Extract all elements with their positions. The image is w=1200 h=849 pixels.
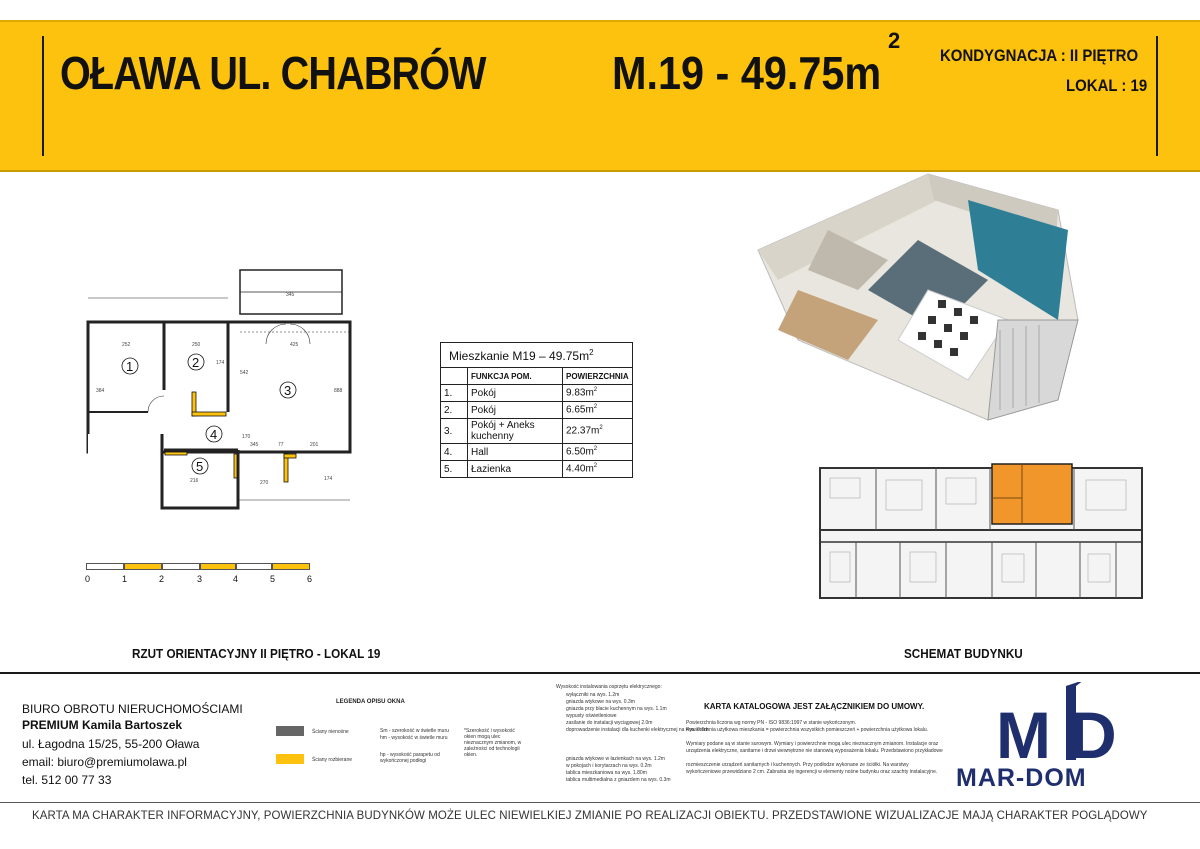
scale-tick: 4: [233, 574, 239, 584]
floor-plan: [78, 262, 368, 517]
legend-note: Sm - szerokość w świetle muru: [380, 728, 449, 734]
electric-item: w pokojach i korytarzach na wys. 0.2m: [566, 763, 652, 769]
electric-item: wyłączniki na wys. 1.2m: [566, 692, 620, 698]
scale-segment: [200, 563, 236, 570]
room-number: 1: [126, 359, 134, 374]
schema-caption: SCHEMAT BUDYNKU: [904, 646, 1023, 661]
scale-tick: 2: [159, 574, 165, 584]
catalog-line: wykończeniowe przewidziano 2 cm. Zabrania się ingerencji w elementy nośne budynku oraz szachty instalacyjne.: [686, 769, 938, 775]
header-divider: [1156, 36, 1158, 156]
room-number: 2: [192, 355, 200, 370]
dimension: 542: [240, 370, 249, 376]
disclaimer: KARTA MA CHARAKTER INFORMACYJNY, POWIERZCHNIA BUDYNKÓW MOŻE ULEC NIEWIELKIEJ ZMIANIE PO REALIZACJI OBIEKTU. PRZEDSTAWIONE WIZUALIZACJE MAJĄ CHARAKTER POGLĄDOWY: [32, 808, 1148, 822]
office-owner: PREMIUM Kamila Bartoszek: [22, 718, 183, 732]
scale-tick: 5: [270, 574, 276, 584]
electric-item: gniazda przy blacie kuchennym na wys. 1.1m: [566, 706, 667, 712]
dimension: 345: [286, 292, 295, 298]
room-number: 4: [210, 427, 218, 442]
electric-item: tablica multimedialna z gniazdem na wys. 0.3m: [566, 777, 671, 783]
legend-swatch-gray: [276, 726, 304, 736]
apartment-3d-visualization: [738, 170, 1088, 432]
legend-title: LEGENDA OPISU OKNA: [336, 699, 405, 705]
column-header: POWIERZCHNIA: [563, 368, 633, 385]
scale-tick: 6: [307, 574, 313, 584]
dimension: 270: [260, 480, 269, 486]
catalog-line: Powierzchnia użytkowa mieszkania = powierzchnia wszystkich pomieszczeń + powierzchnia użytkowa lokalu.: [686, 727, 929, 733]
table-row: 5. Łazienka $4.40m^2$: [441, 461, 633, 478]
catalog-line: rozmieszczenie urządzeń sanitarnych i kuchennych. Przy podłodze wykonane ze ściółki. Na warstwy: [686, 762, 909, 768]
electric-title: Wysokość instalowania osprzętu elektrycznego:: [556, 684, 662, 690]
catalog-line: urządzenia elektryczne, sanitarne i drzwi wewnętrzne nie stanowią wyposażenia lokalu. Przedstawiono przykładowe: [686, 748, 943, 754]
room-number: 3: [284, 383, 292, 398]
floor-label: KONDYGNACJA : II PIĘTRO: [940, 46, 1139, 65]
column-header: FUNKCJA POM.: [468, 368, 563, 385]
dimension: 174: [216, 360, 225, 366]
electric-item: tablica mieszkaniowa na wys. 1.80m: [566, 770, 647, 776]
dimension: 252: [122, 342, 131, 348]
scale-tick: 3: [197, 574, 203, 584]
electric-item: zasilanie do instalacji wyciągowej 2.0m: [566, 720, 653, 726]
unit-area-superscript: 2: [888, 28, 901, 53]
dimension: 250: [192, 342, 201, 348]
dimension: 170: [242, 434, 251, 440]
room-number: 5: [196, 459, 204, 474]
electric-item: doprowadzenie instalacji dla kuchenki elektrycznej na wys. 0.6m: [566, 727, 709, 733]
mardom-logo-text: MAR-DOM: [956, 764, 1087, 792]
office-email[interactable]: email: biuro@premiumolawa.pl: [22, 755, 187, 769]
legend-note: hm - wysokość w świetle muru: [380, 735, 448, 741]
table-row: 1. Pokój $9.83m^2$: [441, 385, 633, 402]
mardom-logo-mark: [992, 682, 1152, 762]
unit-label: LOKAL : 19: [1066, 76, 1148, 95]
electric-item: wypusty oświetleniowe: [566, 713, 617, 719]
office-phone[interactable]: tel. 512 00 77 33: [22, 773, 112, 787]
building-schema: [816, 458, 1146, 610]
dimension: 216: [190, 478, 199, 484]
scale-segment: [272, 563, 310, 570]
scale-tick: 0: [85, 574, 91, 584]
legend-label: Ściany nienośne: [312, 729, 349, 735]
table-row: 3. Pokój + Aneks kuchenny $22.37m^2$: [441, 419, 633, 444]
footer-divider: [0, 672, 1200, 674]
table-caption: Mieszkanie $M19 - 49.75m^2$: [441, 343, 633, 368]
catalog-title: KARTA KATALOGOWA JEST ZAŁĄCZNIKIEM DO UMOWY.: [704, 702, 925, 711]
disclaimer-divider: [0, 802, 1200, 803]
logo-letters: MD: [996, 698, 1135, 762]
scale-segment: [86, 563, 124, 570]
highlighted-unit: [992, 464, 1072, 524]
catalog-line: Powierzchnia liczona wg normy PN - ISO 9836:1997 w stanie wykończonym.: [686, 720, 857, 726]
area-table: [440, 342, 633, 478]
electric-item: gniazda wtykowe na wys. 0.3m: [566, 699, 635, 705]
legend-label: Ściany rozbierane: [312, 757, 353, 763]
dimension: 384: [96, 388, 105, 394]
scale-segment: [124, 563, 162, 570]
scale-tick: 1: [122, 574, 128, 584]
dimension: 888: [334, 388, 343, 394]
catalog-line: Wymiary podane są w stanie surowym. Wymiary i powierzchnie mogą ulec nieznacznym zmianom. Instalacje oraz: [686, 741, 939, 747]
legend-swatch-yellow: [276, 754, 304, 764]
scale-segment: [162, 563, 200, 570]
street-title: OŁAWA UL. CHABRÓW: [60, 47, 486, 99]
unit-area-title: M.19 - 49.75m: [612, 47, 882, 99]
plan-caption: RZUT ORIENTACYJNY II PIĘTRO - LOKAL 19: [132, 646, 381, 661]
electric-item: gniazda wtykowe w łazienkach na wys. 1.2m: [566, 756, 665, 762]
legend-note: *Szerokość i wysokość okien mogą ulec nieznacznym zmianom, w zależności od technologii okien.: [464, 728, 522, 758]
office-address: ul. Łagodna 15/25, 55-200 Oława: [22, 737, 200, 751]
legend-note: hp - wysokość parapetu od wykończonej podłogi: [380, 752, 440, 764]
dimension: 345: [250, 442, 259, 448]
table-row: 2. Pokój $6.65m^2$: [441, 402, 633, 419]
scale-segment: [236, 563, 272, 570]
dimension: 201: [310, 442, 319, 448]
table-row: 4. Hall $6.50m^2$: [441, 444, 633, 461]
dimension: 174: [324, 476, 333, 482]
dimension: 77: [278, 442, 284, 448]
header-divider: [42, 36, 44, 156]
dimension: 425: [290, 342, 299, 348]
office-name: BIURO OBROTU NIERUCHOMOŚCIAMI: [22, 702, 243, 716]
